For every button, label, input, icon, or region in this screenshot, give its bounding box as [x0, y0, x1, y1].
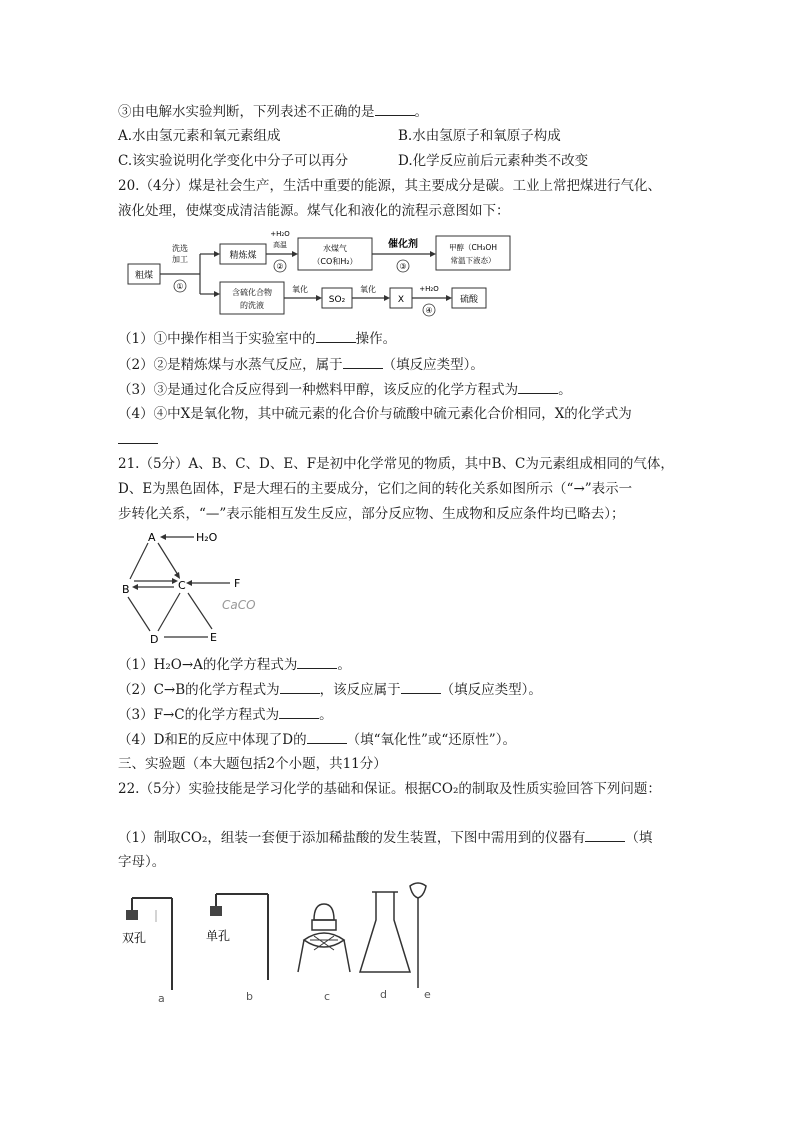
q20-line2: 液化处理，使煤变成清洁能源。煤气化和液化的流程示意图如下：	[118, 203, 510, 219]
q21-line2: D、E为黑色固体，F是大理石的主要成分，它们之间的转化关系如图所示（“→”表示一	[118, 481, 633, 497]
apparatus-e-funnel	[410, 883, 431, 1001]
q22-sub1-cont: 字母）。	[118, 854, 166, 870]
answer-blank[interactable]	[316, 328, 356, 343]
apparatus-e-label: e	[424, 988, 431, 1001]
methanol-label-2: 常温下液态）	[450, 256, 496, 265]
water-gas-label-1: 水煤气	[323, 244, 347, 253]
answer-blank[interactable]	[307, 729, 347, 744]
methanol-label-1: 甲醇（CH₃OH	[449, 243, 497, 252]
wash-top-label: 洗选	[172, 244, 188, 253]
h2o-2-label: +H₂O	[419, 285, 439, 293]
h2o-label: +H₂O	[270, 230, 290, 238]
q21-sub1-end: 。	[337, 657, 351, 673]
answer-blank[interactable]	[375, 101, 415, 116]
q21-line1: 21.（5分）A、B、C、D、E、F是初中化学常见的物质，其中B、C为元素组成相同的气体，	[118, 456, 674, 472]
wash-bottom-label: 加工	[172, 255, 188, 264]
apparatus-b-single-hole	[206, 894, 268, 1003]
node-e: E	[210, 631, 217, 644]
q19-option-b: B.水由氢原子和氧原子构成	[398, 128, 561, 144]
oxidize2-label: 氧化	[360, 285, 376, 294]
q20-sub4-blank-line	[118, 429, 158, 450]
water-gas-label-2: （CO和H₂）	[312, 257, 358, 266]
apparatus-c-label: c	[324, 990, 331, 1003]
node-b: B	[122, 583, 130, 596]
sulfur-wash-label-2: 的洗液	[240, 301, 264, 310]
so2-label: SO₂	[328, 295, 346, 305]
q21-sub4-end: （填“氧化性”或“还原性”）。	[346, 732, 516, 748]
node-d: D	[150, 633, 159, 646]
q22-sub1-text: （1）制取CO₂，组装一套便于添加稀盐酸的发生装置，下图中需用到的仪器有	[118, 830, 586, 846]
q22-sub1-end: （填	[625, 830, 653, 846]
answer-blank[interactable]	[518, 379, 558, 394]
q21-sub1	[118, 654, 351, 675]
apparatus-figure	[118, 880, 448, 1005]
answer-blank[interactable]	[343, 354, 383, 369]
q21-sub1-text: （1）H₂O→A的化学方程式为	[118, 657, 298, 673]
step1-label: ①	[176, 282, 184, 291]
q22-line1: 22.（5分）实验技能是学习化学的基础和保证。根据CO₂的制取及性质实验回答下列问题：	[118, 781, 661, 797]
refined-coal-label: 精炼煤	[229, 251, 257, 261]
answer-blank[interactable]	[279, 704, 319, 719]
answer-blank[interactable]	[585, 827, 625, 842]
q21-line3: 步转化关系，“—”表示能相互发生反应，部分反应物、生成物和反应条件均已略去）；	[118, 506, 625, 522]
q20-line1: 20.（4分）煤是社会生产，生活中重要的能源，其主要成分是碳。工业上常把煤进行气化、	[118, 178, 662, 194]
q19-stem-text: ③由电解水实验判断，下列表述不正确的是	[118, 104, 375, 120]
q20-sub1	[118, 328, 396, 349]
q20-sub4: （4）④中X是氧化物，其中硫元素的化合价与硫酸中硫元素化合价相同，X的化学式为	[118, 406, 632, 422]
answer-blank[interactable]	[401, 679, 441, 694]
q20-sub1-text: （1）①中操作相当于实验室中的	[118, 331, 316, 347]
q21-sub3	[118, 704, 333, 725]
sulfuric-acid-label: 硫酸	[459, 295, 479, 305]
oxidize1-label: 氧化	[292, 285, 308, 294]
raw-coal-label: 粗煤	[134, 271, 154, 281]
step4-label: ④	[425, 306, 433, 315]
apparatus-a-double-hole	[122, 898, 172, 1005]
node-a: A	[148, 531, 156, 544]
section-heading: 三、实验题（本大题包括2个小题，共11分）	[118, 756, 387, 772]
answer-blank[interactable]	[118, 429, 158, 444]
q19-option-d: D.化学反应前后元素种类不改变	[398, 153, 589, 169]
high-temp-label: 高温	[273, 241, 287, 249]
q21-sub3-text: （3）F→C的化学方程式为	[118, 707, 280, 723]
conversion-diagram	[118, 527, 268, 647]
sulfur-wash-label-1: 含硫化合物	[232, 288, 272, 297]
q20-sub3	[118, 379, 572, 400]
q20-sub2-end: （填反应类型）。	[382, 357, 484, 373]
node-f: F	[234, 577, 241, 590]
q21-sub2-mid: ，该反应属于	[319, 682, 401, 698]
apparatus-a-text: 双孔	[122, 931, 147, 945]
apparatus-d-label: d	[380, 988, 387, 1001]
q19-stem	[118, 101, 428, 122]
step3-label: ③	[399, 262, 407, 271]
step2-label: ②	[276, 262, 284, 271]
x-label: X	[397, 295, 405, 305]
q19-option-c: C.该实验说明化学变化中分子可以再分	[118, 153, 349, 169]
coal-flow-diagram	[124, 226, 516, 318]
apparatus-b-text: 单孔	[206, 929, 231, 943]
q21-sub3-end: 。	[319, 707, 333, 723]
catalyst-label: 催化剂	[388, 239, 418, 250]
node-h2o: H₂O	[196, 531, 218, 544]
q21-sub2-end: （填反应类型）。	[440, 682, 542, 698]
apparatus-b-label: b	[246, 990, 253, 1003]
q20-sub2	[118, 354, 484, 375]
apparatus-c-burner	[298, 904, 350, 1003]
q21-sub2-text: （2）C→B的化学方程式为	[118, 682, 280, 698]
q21-sub4-text: （4）D和E的反应中体现了D的	[118, 732, 307, 748]
q22-sub1	[118, 827, 652, 848]
q19-option-a: A.水由氢元素和氧元素组成	[118, 128, 281, 144]
q19-stem-end: 。	[414, 104, 428, 120]
handwriting-note: CaCO	[222, 598, 256, 612]
node-c: C	[178, 579, 186, 592]
answer-blank[interactable]	[280, 679, 320, 694]
q21-sub4	[118, 729, 516, 750]
answer-blank[interactable]	[297, 654, 337, 669]
q20-sub2-text: （2）②是精炼煤与水蒸气反应，属于	[118, 357, 343, 373]
q20-sub3-text: （3）③是通过化合反应得到一种燃料甲醇，该反应的化学方程式为	[118, 382, 519, 398]
q21-sub2	[118, 679, 542, 700]
apparatus-d-flask	[360, 892, 410, 1001]
q20-sub3-end: 。	[558, 382, 572, 398]
q20-sub1-end: 操作。	[355, 331, 397, 347]
apparatus-a-label: a	[158, 992, 165, 1005]
